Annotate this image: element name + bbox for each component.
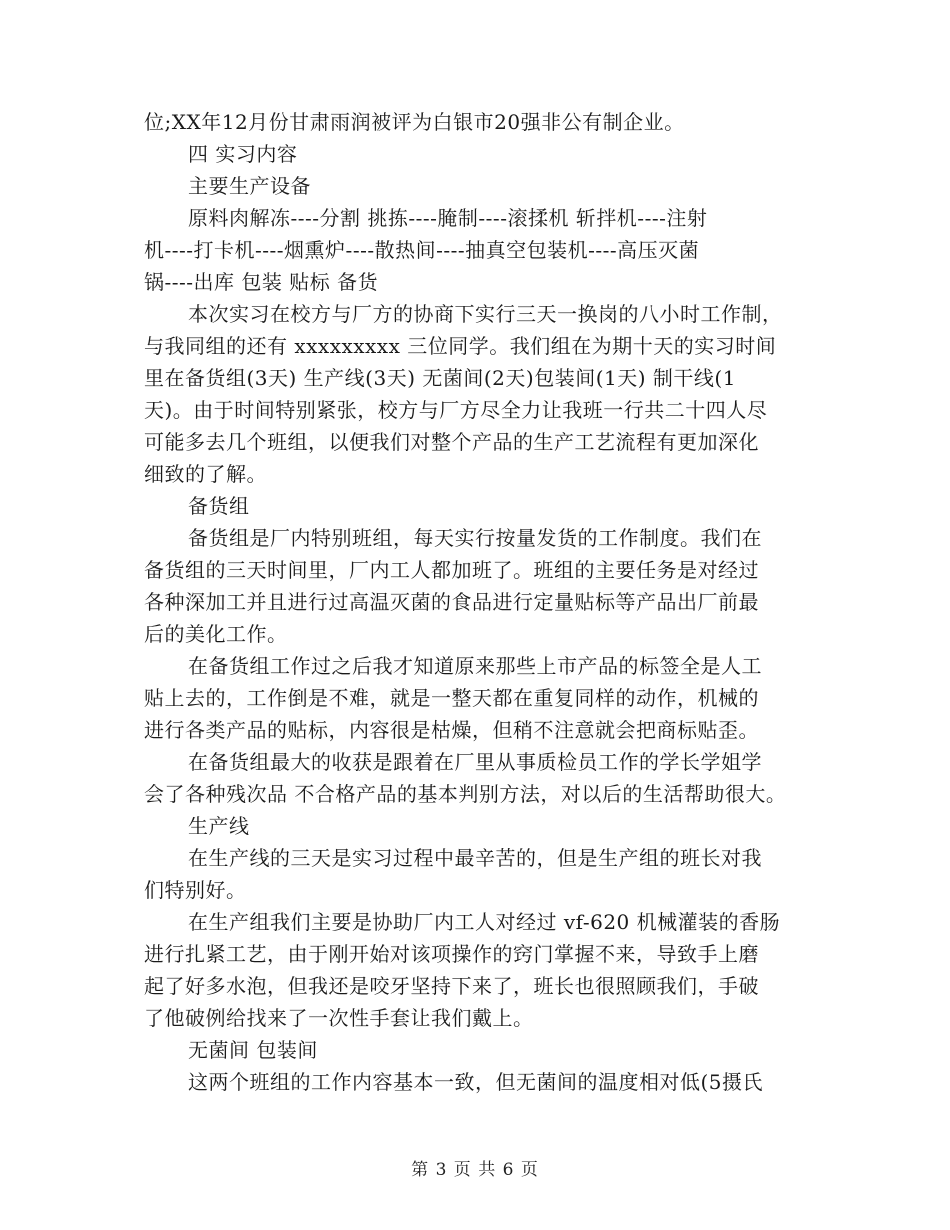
text-line: 起了好多水泡，但我还是咬牙坚持下来了，班长也很照顾我们，手破 (144, 974, 759, 998)
text-line: 与我同组的还有 xxxxxxxxx 三位同学。我们组在为期十天的实习时间 (144, 334, 777, 358)
text-line: 主要生产设备 (188, 174, 311, 198)
text-line: 备货组的三天时间里，厂内工人都加班了。班组的主要任务是对经过 (144, 558, 759, 582)
text-line: 里在备货组(3天) 生产线(3天) 无菌间(2天)包装间(1天) 制干线(1 (144, 366, 736, 390)
text-line: 可能多去几个班组，以便我们对整个产品的生产工艺流程有更加深化 (144, 430, 759, 454)
text-line: 了他破例给找来了一次性手套让我们戴上。 (144, 1006, 534, 1030)
text-line: 在生产组我们主要是协助厂内工人对经过 vf-620 机械灌装的香肠 (188, 910, 781, 934)
text-line: 锅----出库 包装 贴标 备货 (144, 270, 379, 294)
text-line: 位;XX年12月份甘肃雨润被评为白银市20强非公有制企业。 (144, 110, 685, 134)
text-line: 四 实习内容 (188, 142, 298, 166)
text-line: 天)。由于时间特别紧张，校方与厂方尽全力让我班一行共二十四人尽 (144, 398, 768, 422)
text-line: 原料肉解冻----分割 挑拣----腌制----滚揉机 斩拌机----注射 (188, 206, 708, 230)
text-line: 贴上去的，工作倒是不难，就是一整天都在重复同样的动作，机械的 (144, 686, 759, 710)
text-line: 后的美化工作。 (144, 622, 288, 646)
text-line: 本次实习在校方与厂方的协商下实行三天一换岗的八小时工作制， (188, 302, 783, 326)
text-line: 们特别好。 (144, 878, 247, 902)
text-line: 细致的了解。 (144, 462, 267, 486)
document-body (144, 106, 820, 1098)
text-line: 在生产线的三天是实习过程中最辛苦的，但是生产组的班长对我 (188, 846, 762, 870)
text-line: 备货组是厂内特别班组，每天实行按量发货的工作制度。我们在 (188, 526, 762, 550)
text-line: 在备货组工作过之后我才知道原来那些上市产品的标签全是人工 (188, 654, 762, 678)
text-line: 备货组 (188, 494, 250, 518)
text-line: 机----打卡机----烟熏炉----散热间----抽真空包装机----高压灭菌 (144, 238, 700, 262)
text-line: 进行扎紧工艺，由于刚开始对该项操作的窍门掌握不来，导致手上磨 (144, 942, 759, 966)
page-footer: 第 3 页 共 6 页 (411, 1160, 539, 1180)
text-line: 无菌间 包装间 (188, 1038, 318, 1062)
text-line: 各种深加工并且进行过高温灭菌的食品进行定量贴标等产品出厂前最 (144, 590, 759, 614)
text-line: 生产线 (188, 814, 250, 838)
text-line: 在备货组最大的收获是跟着在厂里从事质检员工作的学长学姐学 (188, 750, 762, 774)
text-line: 进行各类产品的贴标，内容很是枯燥，但稍不注意就会把商标贴歪。 (144, 718, 759, 742)
text-line: 会了各种残次品 不合格产品的基本判别方法，对以后的生活帮助很大。 (144, 782, 787, 806)
text-line: 这两个班组的工作内容基本一致，但无菌间的温度相对低(5摄氏 (188, 1070, 764, 1094)
